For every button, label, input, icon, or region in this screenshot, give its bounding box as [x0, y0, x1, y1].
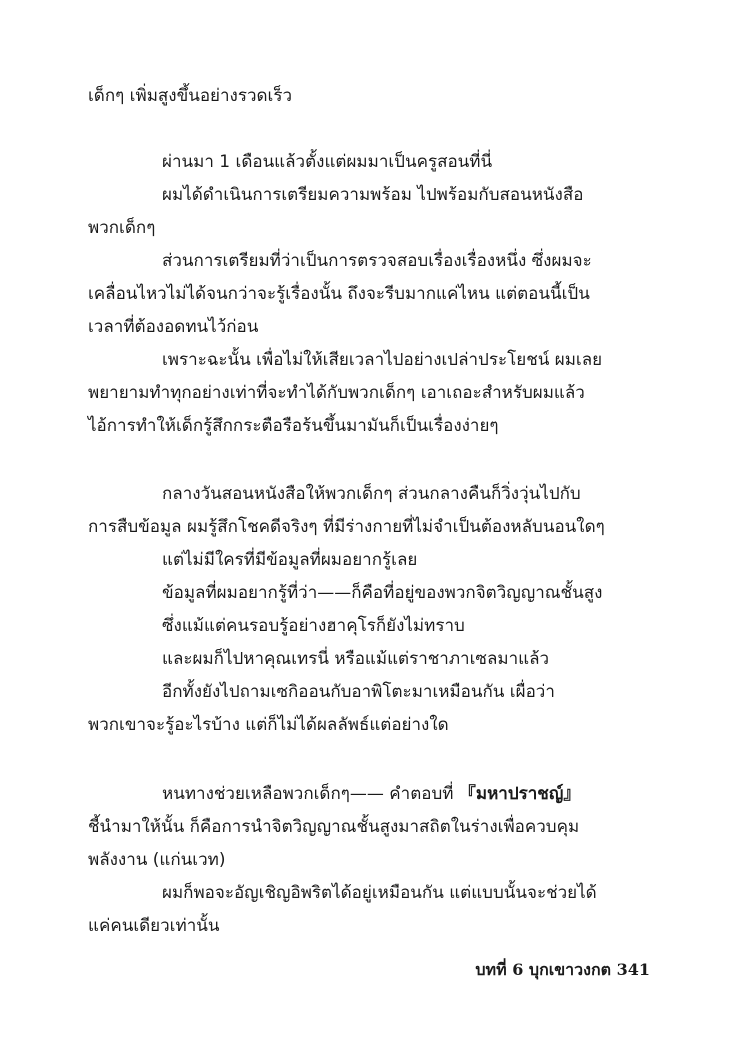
- paragraph-continuation: [88, 80, 650, 113]
- text-line: พวกเขาจะรู้อะไรบ้าง แต่ก็ไม่ได้ผลลัพธ์แต่อย่างใด: [88, 715, 449, 735]
- text-fragment: หนทางช่วยเหลือพวกเด็กๆ—— คำตอบที่: [162, 784, 454, 804]
- text-line: พยายามทำทุกอย่างเท่าที่จะทำได้กับพวกเด็กๆ เอาเถอะสำหรับผมแล้ว: [88, 383, 585, 403]
- text-line: ผ่านมา 1 เดือนแล้วตั้งแต่ผมมาเป็นครูสอนที่นี่: [162, 152, 493, 172]
- paragraph-group-1: [88, 146, 650, 443]
- great-sage-title: 『มหาปราชญ์』: [458, 784, 581, 804]
- text-line: เพราะฉะนั้น เพื่อไม่ให้เสียเวลาไปอย่างเปล่าประโยชน์ ผมเลย: [162, 350, 603, 370]
- text-line: ไอ้การทำให้เด็กรู้สึกกระตือรือร้นขึ้นมามันก็เป็นเรื่องง่ายๆ: [88, 416, 499, 436]
- text-line: ชี้นำมาให้นั้น ก็คือการนำจิตวิญญาณชั้นสูงมาสถิตในร่างเพื่อควบคุม: [88, 817, 580, 837]
- text-line: ซึ่งแม้แต่คนรอบรู้อย่างฮาคุโรก็ยังไม่ทราบ: [162, 616, 465, 636]
- text-line: เคลื่อนไหวไม่ได้จนกว่าจะรู้เรื่องนั้น ถึงจะรีบมากแค่ไหน แต่ตอนนี้เป็น: [88, 284, 590, 304]
- text-line: พลังงาน (แก่นเวท): [88, 850, 226, 870]
- text-line: ส่วนการเตรียมที่ว่าเป็นการตรวจสอบเรื่องเรื่องหนึ่ง ซึ่งผมจะ: [162, 251, 592, 271]
- text-line: พวกเด็กๆ: [88, 218, 156, 238]
- paragraph-group-2: [88, 478, 650, 742]
- text-line: แต่ไม่มีใครที่มีข้อมูลที่ผมอยากรู้เลย: [162, 550, 418, 570]
- page-footer-running-head: บทที่ 6 บุกเขาวงกต 341: [475, 960, 650, 979]
- text-line: ผมได้ดำเนินการเตรียมความพร้อม ไปพร้อมกับสอนหนังสือ: [162, 185, 584, 205]
- text-line: การสืบข้อมูล ผมรู้สึกโชคดีจริงๆ ที่มีร่างกายที่ไม่จำเป็นต้องหลับนอนใดๆ: [88, 517, 605, 537]
- text-line: ข้อมูลที่ผมอยากรู้ที่ว่า——ก็คือที่อยู่ของพวกจิตวิญญาณชั้นสูง: [162, 583, 603, 603]
- text-line: กลางวันสอนหนังสือให้พวกเด็กๆ ส่วนกลางคืนก็วิ่งวุ่นไปกับ: [162, 484, 581, 504]
- text-line: แค่คนเดียวเท่านั้น: [88, 916, 220, 936]
- text-line: และผมก็ไปหาคุณเทรนี่ หรือแม้แต่ราชาภาเซลมาแล้ว: [162, 649, 550, 669]
- paragraph-group-3: [88, 778, 650, 943]
- text-line: เด็กๆ เพิ่มสูงขึ้นอย่างรวดเร็ว: [88, 86, 293, 106]
- text-line: เวลาที่ต้องอดทนไว้ก่อน: [88, 317, 259, 337]
- text-line: [88, 778, 650, 811]
- text-line: อีกทั้งยังไปถามเซกิออนกับอาพิโตะมาเหมือนกัน เผื่อว่า: [162, 682, 555, 702]
- text-line: ผมก็พอจะอัญเชิญอิพริตได้อยู่เหมือนกัน แต่แบบนั้นจะช่วยได้: [162, 883, 597, 903]
